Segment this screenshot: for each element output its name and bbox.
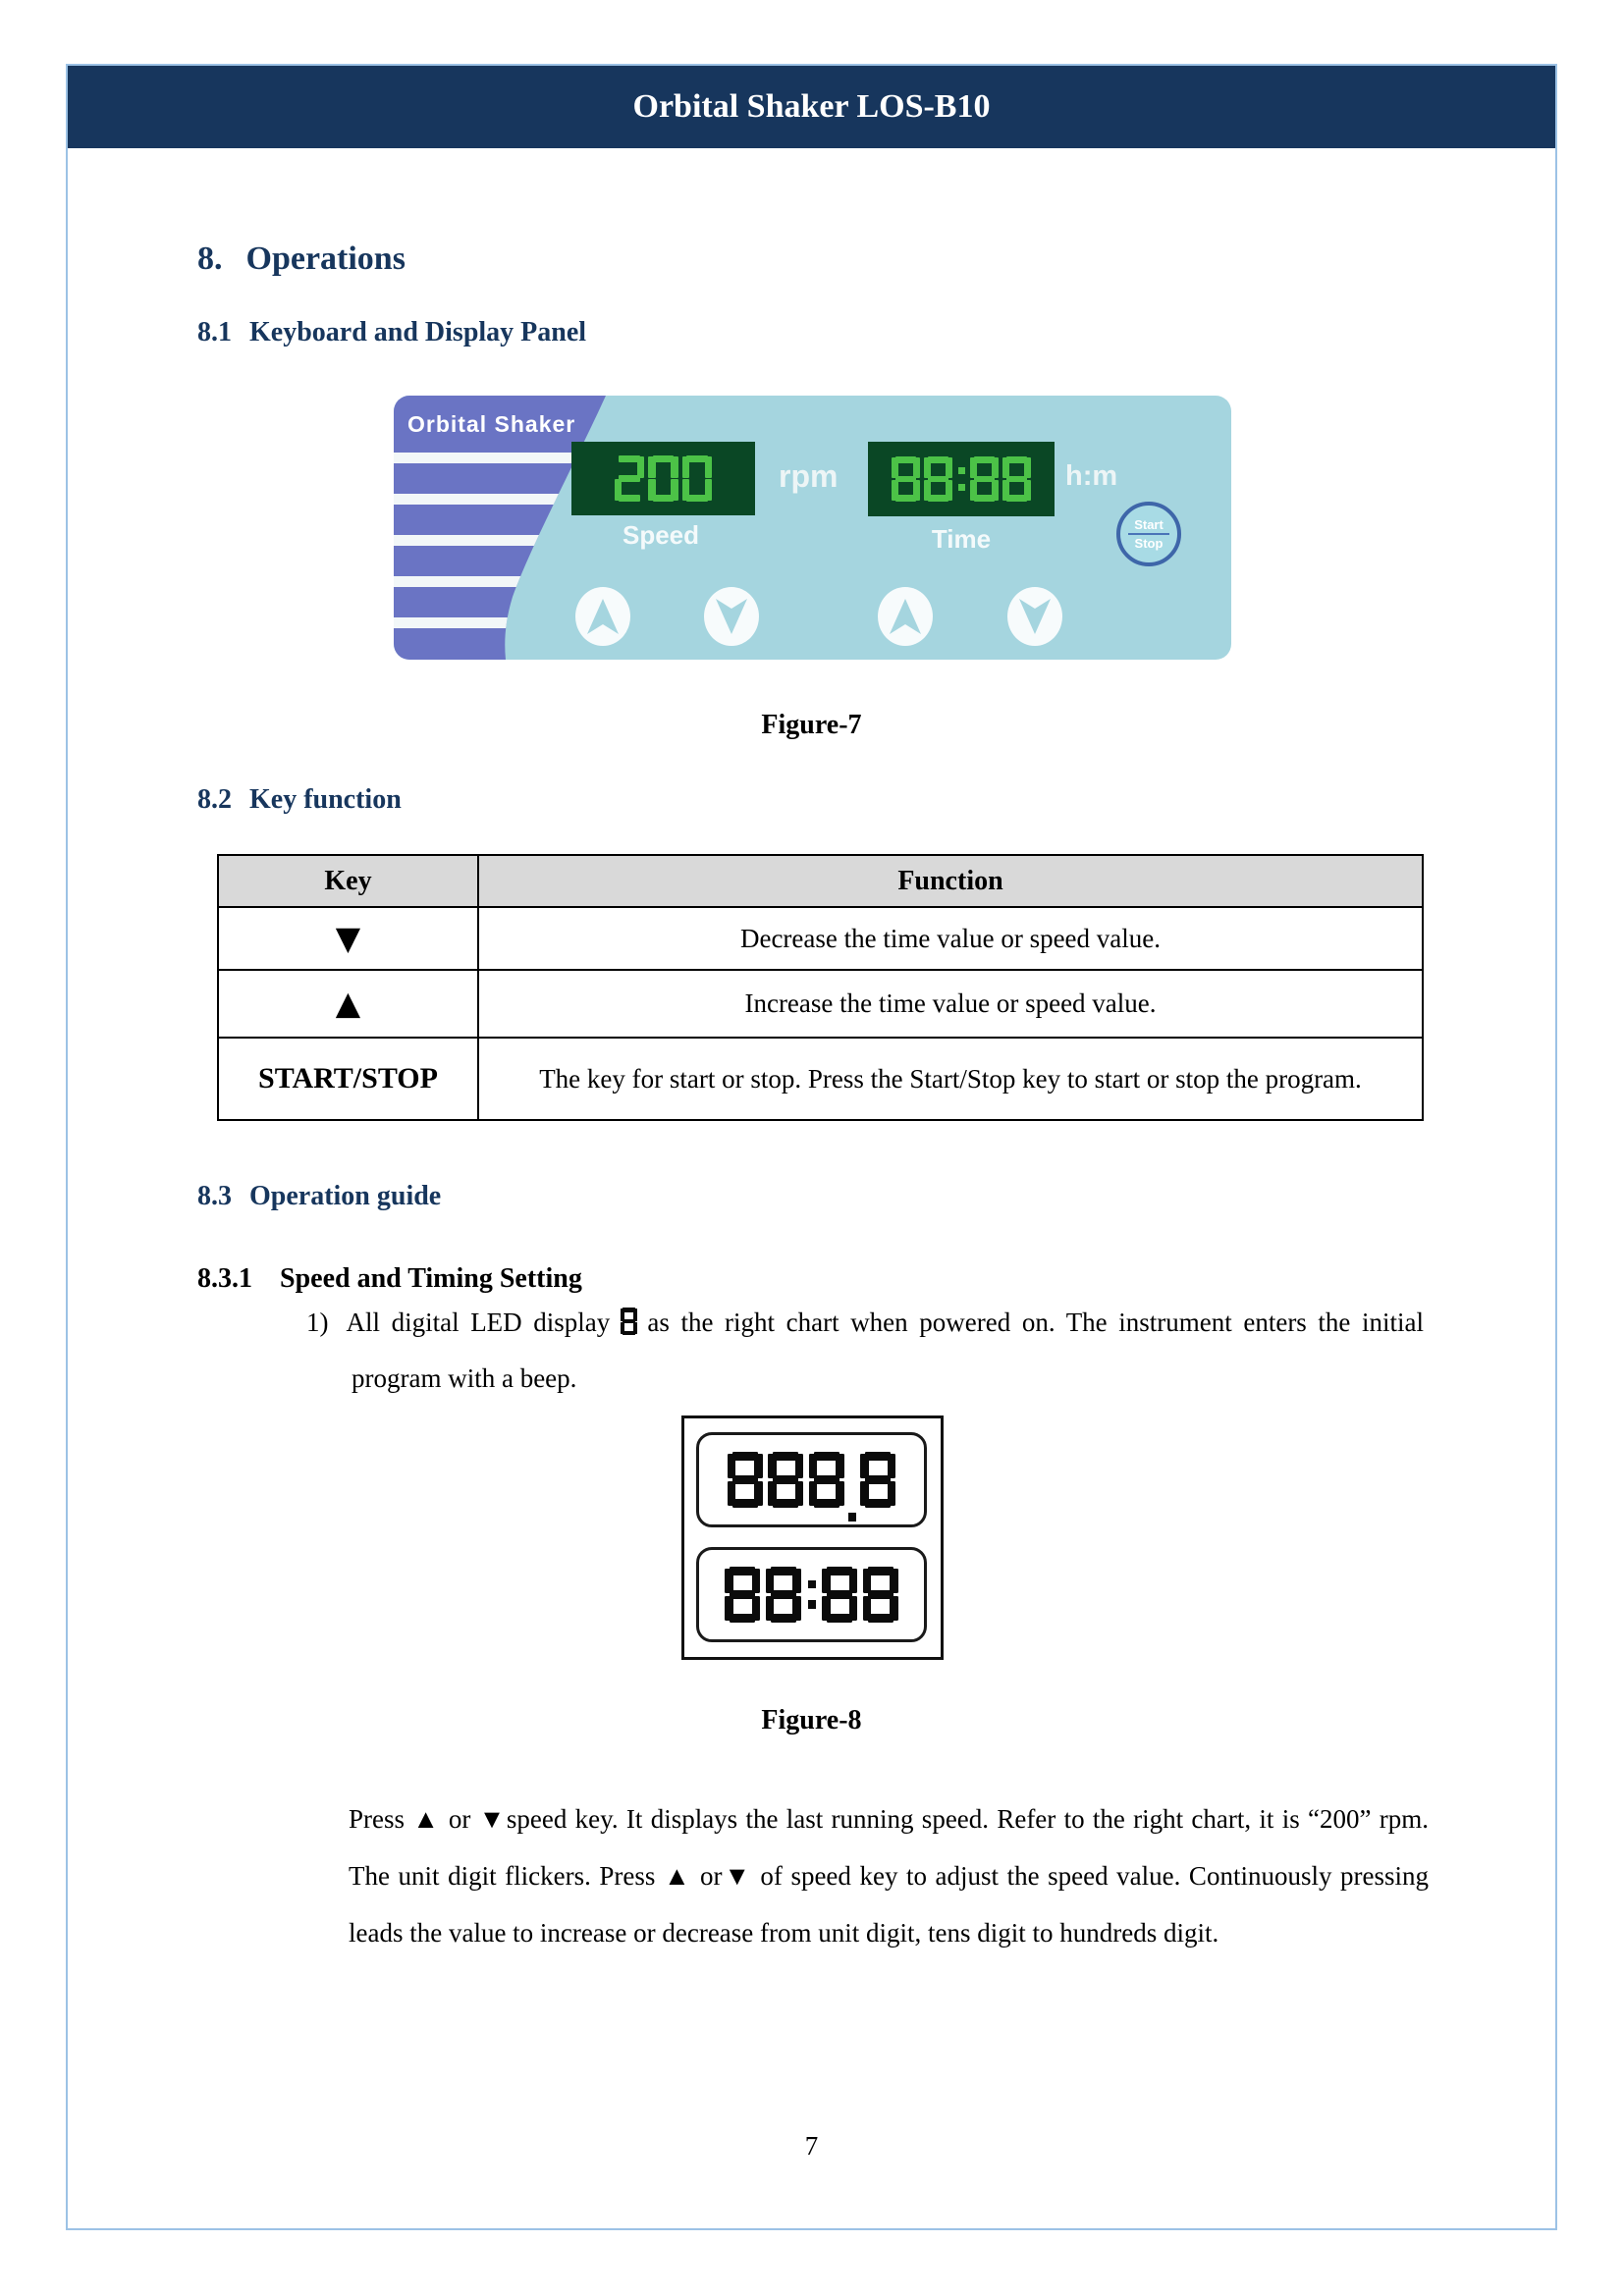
table-row <box>218 1038 1423 1120</box>
figure7-caption: Figure-7 <box>761 710 862 740</box>
page-number: 7 <box>804 2131 819 2161</box>
subsection-number: 8.3.1 <box>197 1263 252 1294</box>
section-heading-operations <box>197 240 406 278</box>
figure7-control-panel-image <box>394 396 1231 660</box>
header-band <box>68 66 1555 148</box>
table-cell-function: The key for start or stop. Press the Start/Stop key to start or stop the program. <box>478 1038 1423 1120</box>
time-label: Time <box>931 524 992 554</box>
subsection-title: Keyboard and Display Panel <box>249 317 587 347</box>
down-triangle-icon: ▼ <box>335 918 361 957</box>
section-number: 8. <box>197 240 223 277</box>
figure8-led-chart-image <box>681 1415 944 1660</box>
seven-segment-8-glyph <box>619 1308 638 1335</box>
table-row <box>218 907 1423 970</box>
document-title: Orbital Shaker LOS-B10 <box>632 88 991 125</box>
subsection-heading-8-3 <box>197 1181 441 1212</box>
figure8-time-display <box>696 1547 927 1642</box>
numbered-list-item-1 <box>306 1295 1424 1407</box>
start-label: Start <box>1134 517 1164 532</box>
subsection-number: 8.2 <box>197 784 232 815</box>
subsection-title: Operation guide <box>249 1181 442 1211</box>
subsection-heading-8-1 <box>197 317 586 348</box>
table-cell-function: Decrease the time value or speed value. <box>478 907 1423 970</box>
body-paragraph: Press ▲ or ▼speed key. It displays the last running speed. Refer to the right chart, it is “200” rpm. The unit digit flickers. Press ▲ or▼ of speed key to adjust the speed value. Continuously pressing leads the value to increase or decrease from unit digit, tens digit to hundreds digit. <box>349 1804 1429 1948</box>
panel-brand-label: Orbital Shaker <box>407 411 576 437</box>
table-cell-function: Increase the time value or speed value. <box>478 970 1423 1038</box>
subsection-title: Speed and Timing Setting <box>280 1263 582 1294</box>
start-stop-button <box>1116 502 1181 566</box>
section-title: Operations <box>245 240 406 277</box>
list-text-before: All digital LED display <box>346 1308 611 1337</box>
subsection-number: 8.1 <box>197 317 232 347</box>
speed-up-arrow-icon <box>574 586 631 647</box>
time-down-arrow-icon <box>1006 586 1063 647</box>
figure8-speed-display <box>696 1432 927 1527</box>
figure8-caption: Figure-8 <box>761 1705 862 1735</box>
up-triangle-icon: ▲ <box>335 984 361 1022</box>
speed-down-arrow-icon <box>703 586 760 647</box>
speed-label: Speed <box>622 520 700 550</box>
speed-led-display <box>571 442 755 515</box>
time-up-arrow-icon <box>877 586 934 647</box>
subsection-title: Key function <box>249 784 402 815</box>
time-unit-label: h:m <box>1065 460 1118 492</box>
list-marker: 1) <box>306 1308 329 1337</box>
subsection-number: 8.3 <box>197 1181 232 1211</box>
speed-unit-label: rpm <box>779 458 839 494</box>
key-function-table <box>217 854 1424 1121</box>
list-text-after: as the right chart when powered on. The instrument enters the initial program with a beep. <box>352 1308 1424 1393</box>
time-led-display <box>868 442 1055 516</box>
stop-label: Stop <box>1134 536 1164 551</box>
table-header-key: Key <box>218 855 478 907</box>
table-header-row <box>218 855 1423 907</box>
table-row <box>218 970 1423 1038</box>
page-frame <box>66 64 1557 2230</box>
subsection-heading-8-3-1 <box>197 1263 582 1295</box>
table-header-function: Function <box>478 855 1423 907</box>
start-stop-key-label: START/STOP <box>258 1062 438 1095</box>
subsection-heading-8-2 <box>197 784 402 816</box>
start-stop-divider <box>1128 533 1169 535</box>
